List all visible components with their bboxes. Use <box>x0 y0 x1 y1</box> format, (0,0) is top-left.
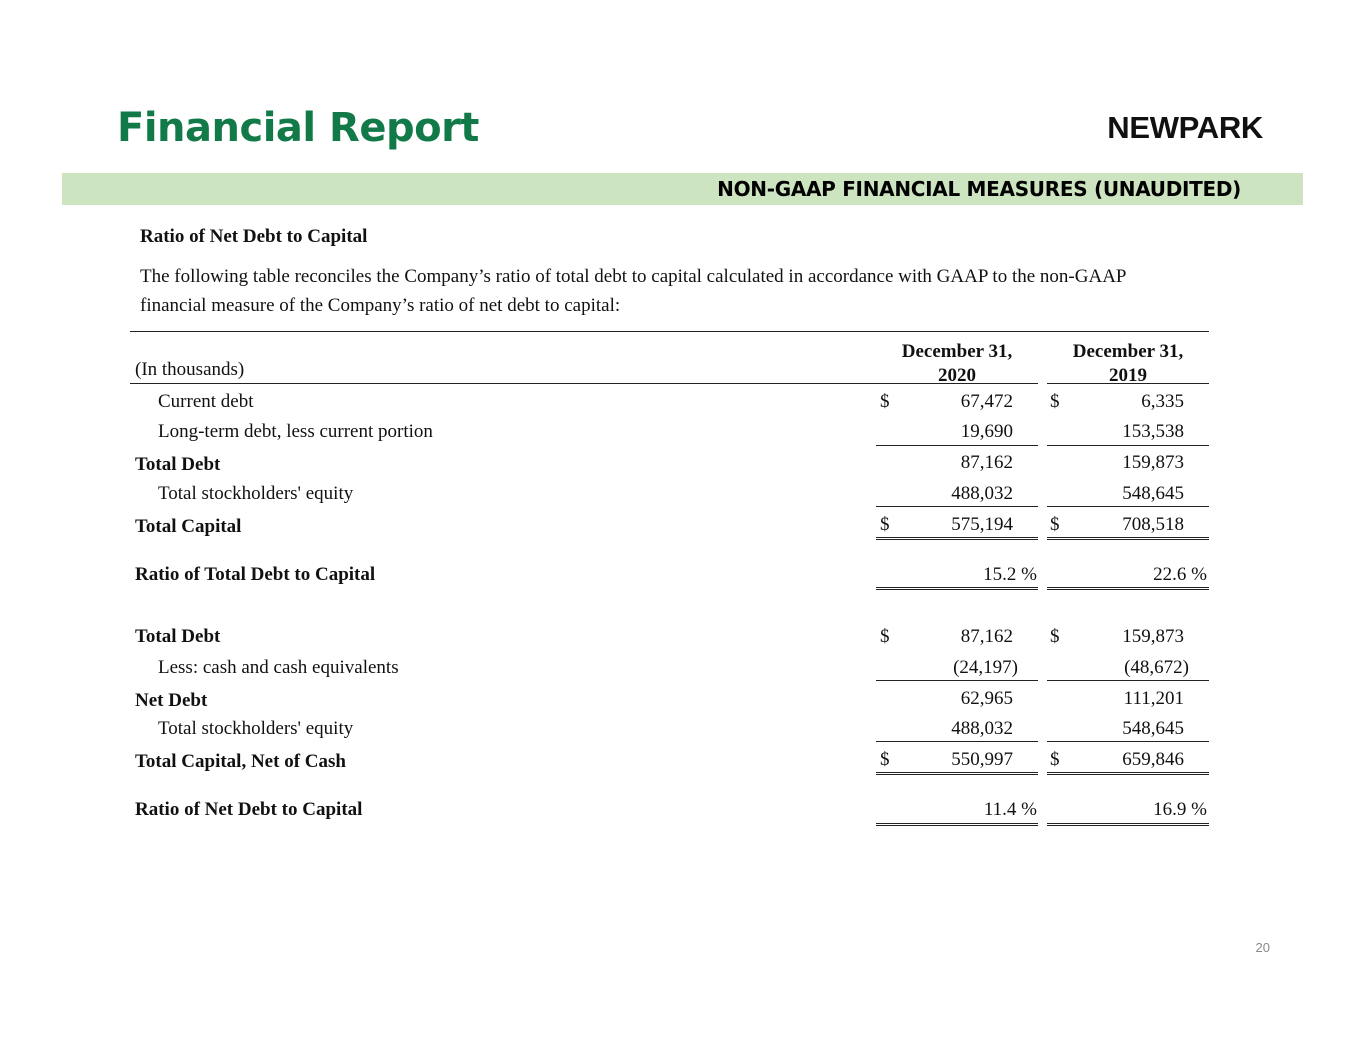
value-2019: 659,846 <box>1122 749 1184 770</box>
value-2020: 19,690 <box>960 421 1013 442</box>
column-header-2020-line1: December 31, <box>901 341 1013 362</box>
value-2019: 111,201 <box>1123 688 1184 709</box>
value-2020: 550,997 <box>951 749 1013 770</box>
row-label: Less: cash and cash equivalents <box>158 657 399 678</box>
intro-line-1: The following table reconciles the Company’s ratio of total debt to capital calculated in accordance with GAAP to the non-GAAP <box>140 266 1127 287</box>
total-double-rule <box>876 772 1038 775</box>
row-label: Ratio of Net Debt to Capital <box>135 799 363 820</box>
value-2019: 708,518 <box>1122 514 1184 535</box>
value-2019: 22.6 % <box>1153 564 1207 585</box>
table-top-rule <box>130 331 1209 332</box>
subtotal-rule <box>1047 741 1209 742</box>
header-rule-right <box>1047 383 1209 384</box>
subtotal-rule <box>1047 680 1209 681</box>
header-rule-left <box>130 383 1038 384</box>
value-2019: 153,538 <box>1122 421 1184 442</box>
row-label: Total Debt <box>135 454 221 475</box>
page-number: 20 <box>1255 940 1270 955</box>
row-label: Total stockholders' equity <box>158 718 354 739</box>
value-2020: 11.4 % <box>983 799 1037 820</box>
value-2019: 548,645 <box>1122 718 1184 739</box>
banner-title: NON-GAAP FINANCIAL MEASURES (UNAUDITED) <box>717 177 1241 201</box>
newpark-logo: NEWPARK <box>1107 110 1263 145</box>
total-double-rule <box>876 587 1038 590</box>
row-label: Long-term debt, less current portion <box>158 421 433 442</box>
value-2020: 87,162 <box>960 452 1013 473</box>
value-2020: 488,032 <box>951 718 1013 739</box>
intro-paragraph <box>140 262 1230 320</box>
total-double-rule <box>1047 772 1209 775</box>
value-2020: 87,162 <box>960 626 1013 647</box>
row-label: Total Debt <box>135 626 221 647</box>
column-header-2020-line2: 2020 <box>938 365 976 386</box>
intro-line-2: financial measure of the Company’s ratio of net debt to capital: <box>140 295 621 316</box>
subtotal-rule <box>1047 506 1209 507</box>
subtotal-rule <box>876 741 1038 742</box>
row-label: Ratio of Total Debt to Capital <box>135 564 376 585</box>
column-header-2019-line1: December 31, <box>1072 341 1184 362</box>
subtotal-rule <box>1047 445 1209 446</box>
row-label: Current debt <box>158 391 254 412</box>
row-label: Net Debt <box>135 690 208 711</box>
value-2020: 67,472 <box>960 391 1013 412</box>
row-label: Total Capital <box>135 516 242 537</box>
value-2020: 575,194 <box>951 514 1013 535</box>
value-2020: 62,965 <box>960 688 1013 709</box>
total-double-rule <box>876 537 1038 540</box>
total-double-rule <box>1047 823 1209 826</box>
subtotal-rule <box>876 680 1038 681</box>
column-header-2020 <box>876 340 1038 388</box>
row-label: Total stockholders' equity <box>158 483 354 504</box>
value-2019: 159,873 <box>1122 626 1184 647</box>
total-double-rule <box>876 823 1038 826</box>
dollar-sign: $ <box>880 749 890 770</box>
value-2020: 488,032 <box>951 483 1013 504</box>
dollar-sign: $ <box>1050 391 1060 412</box>
column-header-2019 <box>1047 340 1209 388</box>
dollar-sign: $ <box>1050 749 1060 770</box>
subtotal-rule <box>876 506 1038 507</box>
dollar-sign: $ <box>880 514 890 535</box>
total-double-rule <box>1047 537 1209 540</box>
value-2020: (24,197) <box>953 657 1018 678</box>
dollar-sign: $ <box>880 626 890 647</box>
value-2019: 159,873 <box>1122 452 1184 473</box>
column-header-2019-line2: 2019 <box>1109 365 1147 386</box>
dollar-sign: $ <box>1050 626 1060 647</box>
unit-label: (In thousands) <box>135 359 245 380</box>
section-banner <box>62 173 1303 205</box>
value-2019: 548,645 <box>1122 483 1184 504</box>
section-title: Ratio of Net Debt to Capital <box>140 226 368 247</box>
dollar-sign: $ <box>880 391 890 412</box>
page-title: Financial Report <box>117 105 479 151</box>
value-2019: 16.9 % <box>1153 799 1207 820</box>
total-double-rule <box>1047 587 1209 590</box>
value-2019: 6,335 <box>1141 391 1184 412</box>
dollar-sign: $ <box>1050 514 1060 535</box>
value-2019: (48,672) <box>1124 657 1189 678</box>
subtotal-rule <box>876 445 1038 446</box>
row-label: Total Capital, Net of Cash <box>135 751 346 772</box>
value-2020: 15.2 % <box>983 564 1037 585</box>
